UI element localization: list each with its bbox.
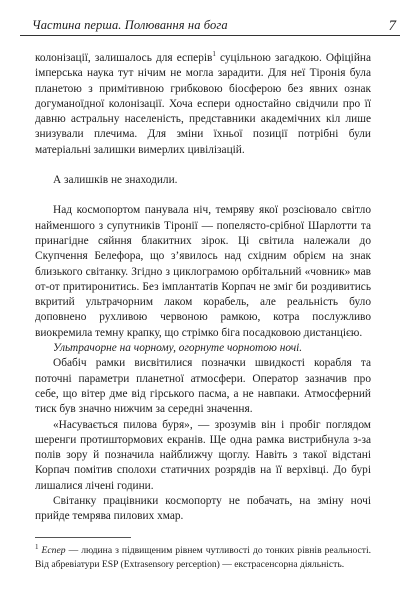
header-rule [20,35,400,36]
paragraph-1 [35,51,371,158]
paragraph-1-text: колонізації, залишалось для есперів [35,52,213,64]
footnote [35,544,371,571]
paragraph-6: «Насувається пилова буря», — зрозумів він і пробіг поглядом шеренги протиштормових екранів. Ще одна рамка вистрибнула з-за полів зору й позначила найближчу щоглу. Навіть з такої відстані Корпач помітив сполохи статичних розрядів на її верхівці. До бурі лишалися лічені години. [35,418,371,492]
body-text [35,51,371,525]
paragraph-4: Ультрачорне на чорному, огорнуте чорнотою ночі. [53,342,303,355]
page-number: 7 [388,18,396,34]
footnote-term: Еспер [41,545,66,556]
footnote-text: — людина з підвищеним рівнем чутливості до тонких рівнів реальності. Від абревіатури ESP (Extrasensory perception) — екстрасенсорна діяльність. [35,545,372,570]
paragraph-5: Обабіч рамки висвітилися позначки швидкості корабля та поточні параметри планетної атмосфери. Оператор зазначив про себе, що вітер дме від гірського пасма, а не навпаки. Атмосферний тиск був значно нижчим за середні значення. [35,357,371,416]
footnote-rule [35,537,131,538]
footnote-marker: 1 [35,542,39,551]
paragraph-7: Світанку працівники космопорту не побачать, на зміну ночі прийде темрява пилових хмар. [35,495,371,523]
footnote-ref: 1 [212,50,216,59]
paragraph-2: А залишків не знаходили. [53,174,178,187]
paragraph-3: Над космопортом панувала ніч, темряву якої розсіювало світло найменшого з супутників Тіронії — попелясто-срібної Шарлотти та принагідне сяйння блакитних зірок. Ці світила належали до Скупчення Белефора, що з’явилось над східним обрієм на знак близького світанку. Згідно з циклограмою орбітальний «човник» мав от-от притиронитись. Без імплантатів Корпач не зміг би роздивитись вкритий ультрачорним лаком корабель, але реальність було доповнено рухливою червоною рамкою, котра послужливо виокремила темну крапку, що стрімко біга посадковою дистанцією. [35,204,371,339]
paragraph-1-text-cont: суцільною загадкою. Офіційна імперська наука тут нічим не могла зарадити. Для неї Тіронія була планетою з примітивною грибковою біосферою без явних ознак догуманоїдної колонізації. Хоча еспери одностайно свідчили про її давню астральну населеність, представники академічних кіл лише знизували плечима. Для зміни їхньої позиції потрібні були матеріальні залишки вимерлих цивілізацій. [35,52,371,156]
running-header [20,14,400,40]
running-header-title: Частина перша. Полювання на бога [32,18,228,32]
